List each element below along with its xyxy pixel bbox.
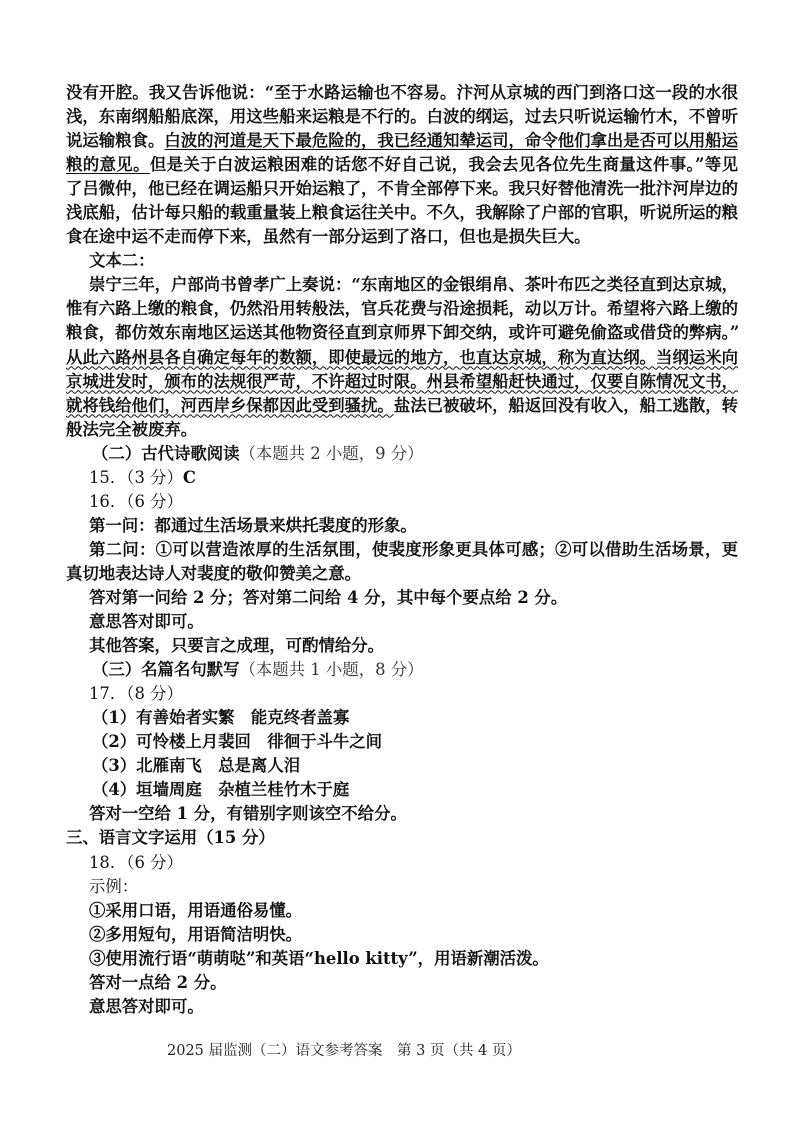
text-segment: 示例： [89,876,139,896]
underlined-text: 白波的河道是天下最危险的，我已经通知辇运司，命令他们拿出是否可以用船运 [164,131,739,151]
text-line [66,730,738,754]
text-line [66,249,738,273]
text-line [66,778,738,802]
text-line [66,899,738,923]
text-line [66,634,738,658]
text-segment: 其他答案，只要言之成理，可酌情给分。 [89,636,385,656]
wavy-underlined-text: 京城进发时，颁布的法规很严苛，不许超过时限。州县希望船赶快通过，仅要自陈情况文书， [66,371,739,391]
text-segment: （2）可怜楼上月裴回 徘徊于斗牛之间 [92,732,383,752]
text-line [66,153,738,177]
text-segment: 浅底船，估计每只船的载重量装上粮食运往关中。不久，我解除了户部的官职，听说所运的粮 [66,203,739,223]
text-line [66,466,738,490]
text-segment: C [182,467,196,487]
wavy-underlined-text: 从此六路州县各自确定每年的数额，即使最远的地方，也直达京城，称为直达纲。当纲运米向 [66,347,739,367]
text-line [66,586,738,610]
text-segment: 没有开腔。我又告诉他说：“至于水路运输也不容易。汴河从京城的西门到洛口这一段的水很 [66,83,738,102]
text-segment: 18．（6 分） [89,852,183,872]
text-segment: 答对一点给 2 分。 [89,972,227,992]
text-segment: 惟有六路上缴的粮食，仍然沿用转般法，官兵花费与沿途损耗，动以万计。希望将六路上缴的 [66,299,739,319]
text-segment: （三）名篇名句默写 [92,660,240,680]
text-segment: 答对第一问给 2 分；答对第二问给 4 分，其中每个要点给 2 分。 [89,587,568,607]
text-segment: 16．（6 分） [89,491,183,511]
text-segment: 三、语言文字运用（15 分） [66,828,275,848]
text-segment: 15．（3 分） [89,467,183,487]
text-line [66,129,738,153]
text-line [66,81,738,105]
text-line [66,562,738,586]
text-line [66,490,738,514]
answer-document [66,81,738,1019]
text-segment: 浅，东南纲船船底深，用这些船来运粮是不行的。白波的纲运，过去只听说运输竹木，不曾听 [66,107,739,127]
text-segment: 第一问：都通过生活场景来烘托裴度的形象。 [89,515,417,535]
text-line [66,971,738,995]
text-segment: 意思答对即可。 [89,612,204,632]
text-segment: 般法完全被废弃。 [66,419,198,439]
text-segment: （3）北雁南飞 总是离人泪 [92,756,301,776]
text-segment: 了吕微仲，他已经在调运船只开始运粮了，不肯全部停下来。我只好替他清洗一批汴河岸边的 [66,179,739,199]
text-line [66,706,738,730]
text-segment: 但是关于白波运粮困难的话您不好自己说，我会去见各位先生商量这件事。”等见 [149,155,739,175]
text-segment: ①采用口语，用语通俗易懂。 [89,900,303,920]
text-line [66,394,738,418]
text-segment: ②多用短句，用语简洁明快。 [89,924,303,944]
text-line [66,875,738,899]
underlined-text: 粮的意见。 [66,155,150,175]
text-segment: （1）有善始者实繁 能克终者盖寡 [92,708,350,728]
text-line [66,201,738,225]
text-segment: 说运输粮食。 [66,131,165,151]
text-line [66,802,738,826]
text-line [66,826,738,850]
text-line [66,442,738,466]
text-line [66,947,738,971]
text-line [66,754,738,778]
text-segment: 盐法已被破坏，船返回没有收入，船工逃散，转 [393,395,739,415]
text-segment: 粮食，都仿效东南地区运送其他物资径直到京师界下卸交纳，或许可避免偷盗或借贷的弊病。” [66,323,740,343]
text-line [66,538,738,562]
text-line [66,995,738,1019]
text-line [66,297,738,321]
text-segment: （本题共 1 小题，8 分） [239,660,424,680]
wavy-underlined-text: 就将钱给他们，河西岸乡保都因此受到骚扰。 [66,395,394,415]
text-segment: （4）垣墙周庭 杂植兰桂竹木于庭 [92,780,350,800]
text-segment: （本题共 2 小题，9 分） [239,443,424,463]
page-footer: 2025 届监测（二）语文参考答案 第 3 页（共 4 页） [167,1043,521,1059]
text-line [66,923,738,947]
text-line [66,658,738,682]
text-line [66,851,738,875]
text-segment: 崇宁三年，户部尚书曾孝广上奏说：“东南地区的金银绢帛、茶叶布匹之类径直到达京城， [89,275,738,295]
text-line [66,682,738,706]
text-line [66,273,738,297]
text-line [66,321,738,345]
text-segment: 文本二： [89,251,155,271]
text-line [66,610,738,634]
text-line [66,418,738,442]
text-segment: 意思答对即可。 [89,996,204,1016]
text-line [66,514,738,538]
text-segment: 真切地表达诗人对裴度的敬仰赞美之意。 [66,563,362,583]
text-segment: 答对一空给 1 分，有错别字则该空不给分。 [89,804,407,824]
text-line [66,346,738,370]
text-segment: 食在途中运不走而停下来，虽然有一部分运到了洛口，但也是损失巨大。 [66,227,591,247]
text-segment: （二）古代诗歌阅读 [92,443,240,463]
text-line [66,370,738,394]
text-line [66,177,738,201]
text-line [66,105,738,129]
text-line [66,225,738,249]
text-segment: 17．（8 分） [89,684,183,704]
text-segment: ③使用流行语“萌萌哒”和英语“hello kitty”，用语新潮活泼。 [89,948,549,968]
text-segment: 第二问：①可以营造浓厚的生活氛围，使裴度形象更具体可感；②可以借助生活场景，更 [89,539,738,559]
